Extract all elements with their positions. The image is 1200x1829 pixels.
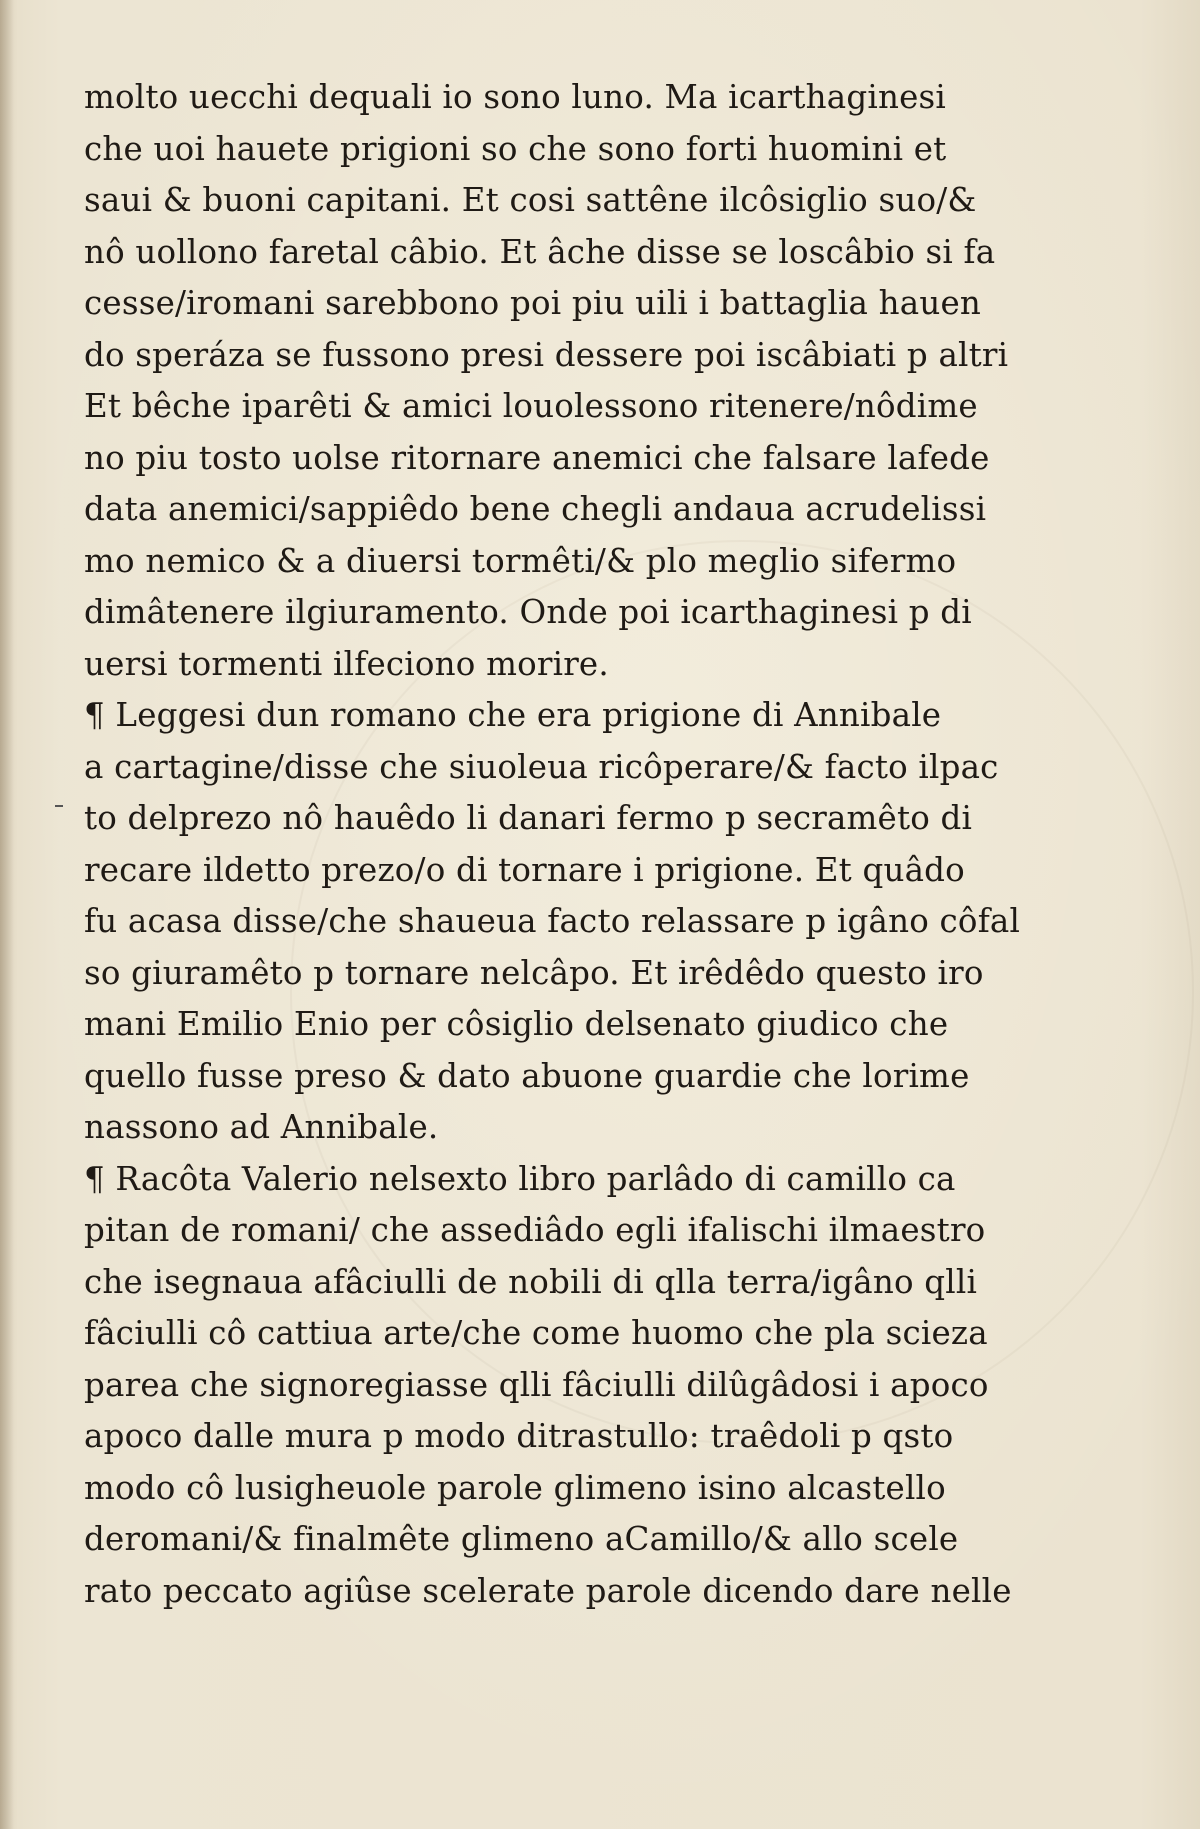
text-line: rato peccato agiûse scelerate parole dicendo dare nelle <box>84 1571 1012 1610</box>
text-line: mani Emilio Enio per côsiglio delsenato giudico che <box>84 1005 949 1043</box>
text-line: apoco dalle mura p modo ditrastullo: traêdoli p qsto <box>84 1417 954 1455</box>
text-line: dimâtenere ilgiuramento. Onde poi icarthaginesi p di <box>84 593 972 631</box>
text-line: che isegnaua afâciulli de nobili di qlla terra/igâno qlli <box>84 1262 978 1301</box>
text-line: data anemici/sappiêdo bene chegli andaua acrudelissi <box>84 490 987 528</box>
text-line: deromani/& finalmête glimeno aCamillo/& allo scele <box>84 1520 959 1558</box>
text-line: che uoi hauete prigioni so che sono forti huomini et <box>84 129 947 168</box>
text-line: no piu tosto uolse ritornare anemici che falsare lafede <box>84 438 990 477</box>
text-line: fâciulli cô cattiua arte/che come huomo che pla scieza <box>84 1314 988 1352</box>
text-line: nô uollono faretal câbio. Et âche disse se loscâbio si fa <box>84 232 996 271</box>
text-line: Et bêche iparêti & amici louolessono ritenere/nôdime <box>84 387 978 425</box>
text-line: saui & buoni capitani. Et cosi sattêne ilcôsiglio suo/& <box>84 181 977 219</box>
text-line: molto uecchi dequali io sono luno. Ma icarthaginesi <box>84 78 947 116</box>
text-line: so giuramêto p tornare nelcâpo. Et irêdêdo questo iro <box>84 953 984 992</box>
text-line: a cartagine/disse che siuoleua ricôperare/& facto ilpac <box>84 747 999 786</box>
text-line: fu acasa disse/che shaueua facto relassare p igâno côfal <box>84 902 1021 940</box>
text-line: ¶ Leggesi dun romano che era prigione di Annibale <box>84 696 942 734</box>
text-line: do speráza se fussono presi dessere poi iscâbiati p altri <box>84 335 1009 374</box>
text-line: mo nemico & a diuersi tormêti/& plo meglio sifermo <box>84 541 957 580</box>
margin-mark <box>55 805 63 807</box>
binding-shadow <box>0 0 14 1829</box>
text-block <box>84 72 1024 1617</box>
text-line: modo cô lusigheuole parole glimeno isino alcastello <box>84 1468 946 1507</box>
text-line: quello fusse preso & dato abuone guardie che lorime <box>84 1056 970 1095</box>
text-line: parea che signoregiasse qlli fâciulli dilûgâdosi i apoco <box>84 1365 989 1404</box>
text-line: pitan de romani/ che assediâdo egli ifalischi ilmaestro <box>84 1211 986 1249</box>
text-line: ¶ Racôta Valerio nelsexto libro parlâdo di camillo ca <box>84 1159 956 1198</box>
text-line: recare ildetto prezo/o di tornare i prigione. Et quâdo <box>84 850 965 889</box>
text-line: to delprezo nô hauêdo li danari fermo p secramêto di <box>84 799 973 837</box>
text-line: cesse/iromani sarebbono poi piu uili i battaglia hauen <box>84 284 982 322</box>
text-line: nassono ad Annibale. <box>84 1108 439 1146</box>
text-line: uersi tormenti ilfeciono morire. <box>84 644 609 683</box>
